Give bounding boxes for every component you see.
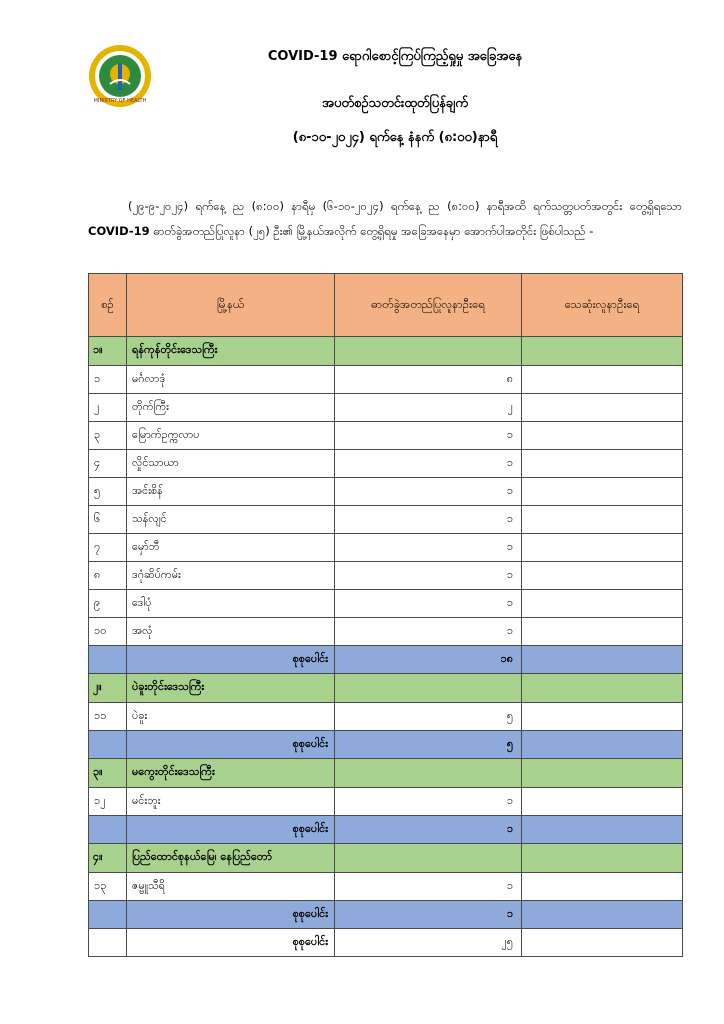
- row-deaths: [522, 478, 683, 506]
- table-row: [89, 562, 683, 590]
- grand-total-label: စုစုပေါင်း: [127, 929, 335, 957]
- row-deaths: [522, 788, 683, 816]
- subtotal-label: စုစုပေါင်း: [127, 901, 335, 929]
- row-confirmed: ၂: [335, 394, 522, 422]
- region-name: ရန်ကုန်တိုင်းဒေသကြီး: [127, 337, 335, 366]
- doc-title: COVID-19 ရောဂါစောင့်ကြပ်ကြည့်ရှုမှု အခြေအနေ: [267, 49, 523, 64]
- table-row: [89, 618, 683, 646]
- subtotal-deaths: [522, 646, 683, 674]
- row-no: ၇: [89, 534, 127, 562]
- intro-before: (၂၉-၉-၂၀၂၄) ရက်နေ့ ည (၈:၀၀) နာရီမှ (၆-၁၀-၂၀၂၄) ရက်နေ့ ည (၈:၀၀) နာရီအထိ ရက်သတ္တပတ်အတွင်း တွေ့ရှိရသော: [128, 199, 682, 213]
- region-row: [89, 337, 683, 366]
- subtotal-row: [89, 731, 683, 759]
- subtotal-label: စုစုပေါင်း: [127, 731, 335, 759]
- row-township: တိုက်ကြီး: [127, 394, 335, 422]
- row-confirmed: ၁: [335, 562, 522, 590]
- region-no: ၃။: [89, 759, 127, 788]
- row-no: ၁၂: [89, 788, 127, 816]
- grand-total-deaths: [522, 929, 683, 957]
- table-body: [89, 337, 683, 957]
- table-row: [89, 450, 683, 478]
- doc-subtitle: အပတ်စဉ်သတင်းထုတ်ပြန်ချက်: [322, 96, 468, 111]
- row-deaths: [522, 562, 683, 590]
- header-deaths: သေဆုံးလူနာဦးရေ: [522, 274, 683, 337]
- row-no: ၁: [89, 366, 127, 394]
- table-row: [89, 873, 683, 901]
- region-row: [89, 674, 683, 703]
- region-row: [89, 844, 683, 873]
- subtotal-confirmed: ၁: [335, 901, 522, 929]
- region-no: ၄။: [89, 844, 127, 873]
- subtotal-deaths: [522, 901, 683, 929]
- doc-date: (၈-၁၀-၂၀၂၄) ရက်နေ့ နံနက် (၈:၀၀)နာရီ: [292, 130, 498, 145]
- row-township: ဒေါပုံ: [127, 590, 335, 618]
- subtotal-deaths: [522, 731, 683, 759]
- row-confirmed: ၁: [335, 422, 522, 450]
- subtotal-label: စုစုပေါင်း: [127, 816, 335, 844]
- table-row: [89, 506, 683, 534]
- ministry-of-health-seal-icon: [88, 44, 152, 108]
- subtotal-label: စုစုပေါင်း: [127, 646, 335, 674]
- row-township: ဇမ္ဗူသီရိ: [127, 873, 335, 901]
- row-confirmed: ၁: [335, 478, 522, 506]
- row-confirmed: ၁: [335, 534, 522, 562]
- row-township: အင်းစိန်: [127, 478, 335, 506]
- row-deaths: [522, 450, 683, 478]
- row-confirmed: ၁: [335, 788, 522, 816]
- row-no: ၈: [89, 562, 127, 590]
- row-confirmed: ၁: [335, 450, 522, 478]
- table-row: [89, 534, 683, 562]
- row-confirmed: ၁: [335, 590, 522, 618]
- row-deaths: [522, 506, 683, 534]
- table-row: [89, 394, 683, 422]
- table-row: [89, 422, 683, 450]
- subtotal-confirmed: ၅: [335, 731, 522, 759]
- row-no: ၅: [89, 478, 127, 506]
- row-no: ၁၁: [89, 703, 127, 731]
- row-deaths: [522, 534, 683, 562]
- table-row: [89, 366, 683, 394]
- row-no: ၉: [89, 590, 127, 618]
- row-deaths: [522, 394, 683, 422]
- subtotal-row: [89, 816, 683, 844]
- subtotal-confirmed: ၁: [335, 816, 522, 844]
- row-deaths: [522, 366, 683, 394]
- subtotal-row: [89, 901, 683, 929]
- subtotal-deaths: [522, 816, 683, 844]
- table-row: [89, 590, 683, 618]
- subtotal-row: [89, 646, 683, 674]
- ministry-of-health-logo: [88, 44, 152, 108]
- region-no: ၂။: [89, 674, 127, 703]
- row-township: မင်္ဂလာဒုံ: [127, 366, 335, 394]
- row-no: ၄: [89, 450, 127, 478]
- region-name: ပြည်ထောင်စုနယ်မြေ၊ နေပြည်တော်: [127, 844, 335, 873]
- header-township: မြို့နယ်: [127, 274, 335, 337]
- intro-paragraph: [88, 194, 682, 244]
- row-deaths: [522, 618, 683, 646]
- row-deaths: [522, 422, 683, 450]
- region-name: မကွေးတိုင်းဒေသကြီး: [127, 759, 335, 788]
- intro-bold: COVID-19: [88, 224, 150, 238]
- row-township: အလုံ: [127, 618, 335, 646]
- row-confirmed: ၁: [335, 618, 522, 646]
- row-no: ၂: [89, 394, 127, 422]
- table-row: [89, 703, 683, 731]
- grand-total-row: [89, 929, 683, 957]
- grand-total-confirmed: ၂၅: [335, 929, 522, 957]
- row-confirmed: ၁: [335, 506, 522, 534]
- row-confirmed: ၁: [335, 873, 522, 901]
- row-township: ပဲခူး: [127, 703, 335, 731]
- row-no: ၃: [89, 422, 127, 450]
- row-township: မှော်ဘီ: [127, 534, 335, 562]
- row-township: လှိုင်သာယာ: [127, 450, 335, 478]
- covid-township-table: [88, 273, 683, 957]
- row-no: ၆: [89, 506, 127, 534]
- row-township: မင်းဘူး: [127, 788, 335, 816]
- row-confirmed: ၅: [335, 703, 522, 731]
- row-no: ၁၀: [89, 618, 127, 646]
- region-name: ပဲခူးတိုင်းဒေသကြီး: [127, 674, 335, 703]
- intro-after: ဓာတ်ခွဲအတည်ပြုလူနာ (၂၅) ဦး၏ မြို့နယ်အလိုက် တွေ့ရှိရမှု အခြေအနေမှာ အောက်ပါအတိုင်း ဖြစ်ပါသည် -: [153, 224, 594, 238]
- row-deaths: [522, 703, 683, 731]
- table-row: [89, 788, 683, 816]
- table-header-row: [89, 274, 683, 337]
- row-township: မြောက်ဥက္ကလာပ: [127, 422, 335, 450]
- row-confirmed: ၈: [335, 366, 522, 394]
- row-township: ဒဂုံဆိပ်ကမ်း: [127, 562, 335, 590]
- header-no: စဉ်: [89, 274, 127, 337]
- row-no: ၁၃: [89, 873, 127, 901]
- logo-caption: MINISTRY OF HEALTH: [93, 98, 147, 104]
- region-no: ၁။: [89, 337, 127, 366]
- row-township: သန်လျင်: [127, 506, 335, 534]
- table-row: [89, 478, 683, 506]
- region-row: [89, 759, 683, 788]
- row-deaths: [522, 590, 683, 618]
- header-confirmed: ဓာတ်ခွဲအတည်ပြုလူနာဦးရေ: [335, 274, 522, 337]
- row-deaths: [522, 873, 683, 901]
- subtotal-confirmed: ၁၈: [335, 646, 522, 674]
